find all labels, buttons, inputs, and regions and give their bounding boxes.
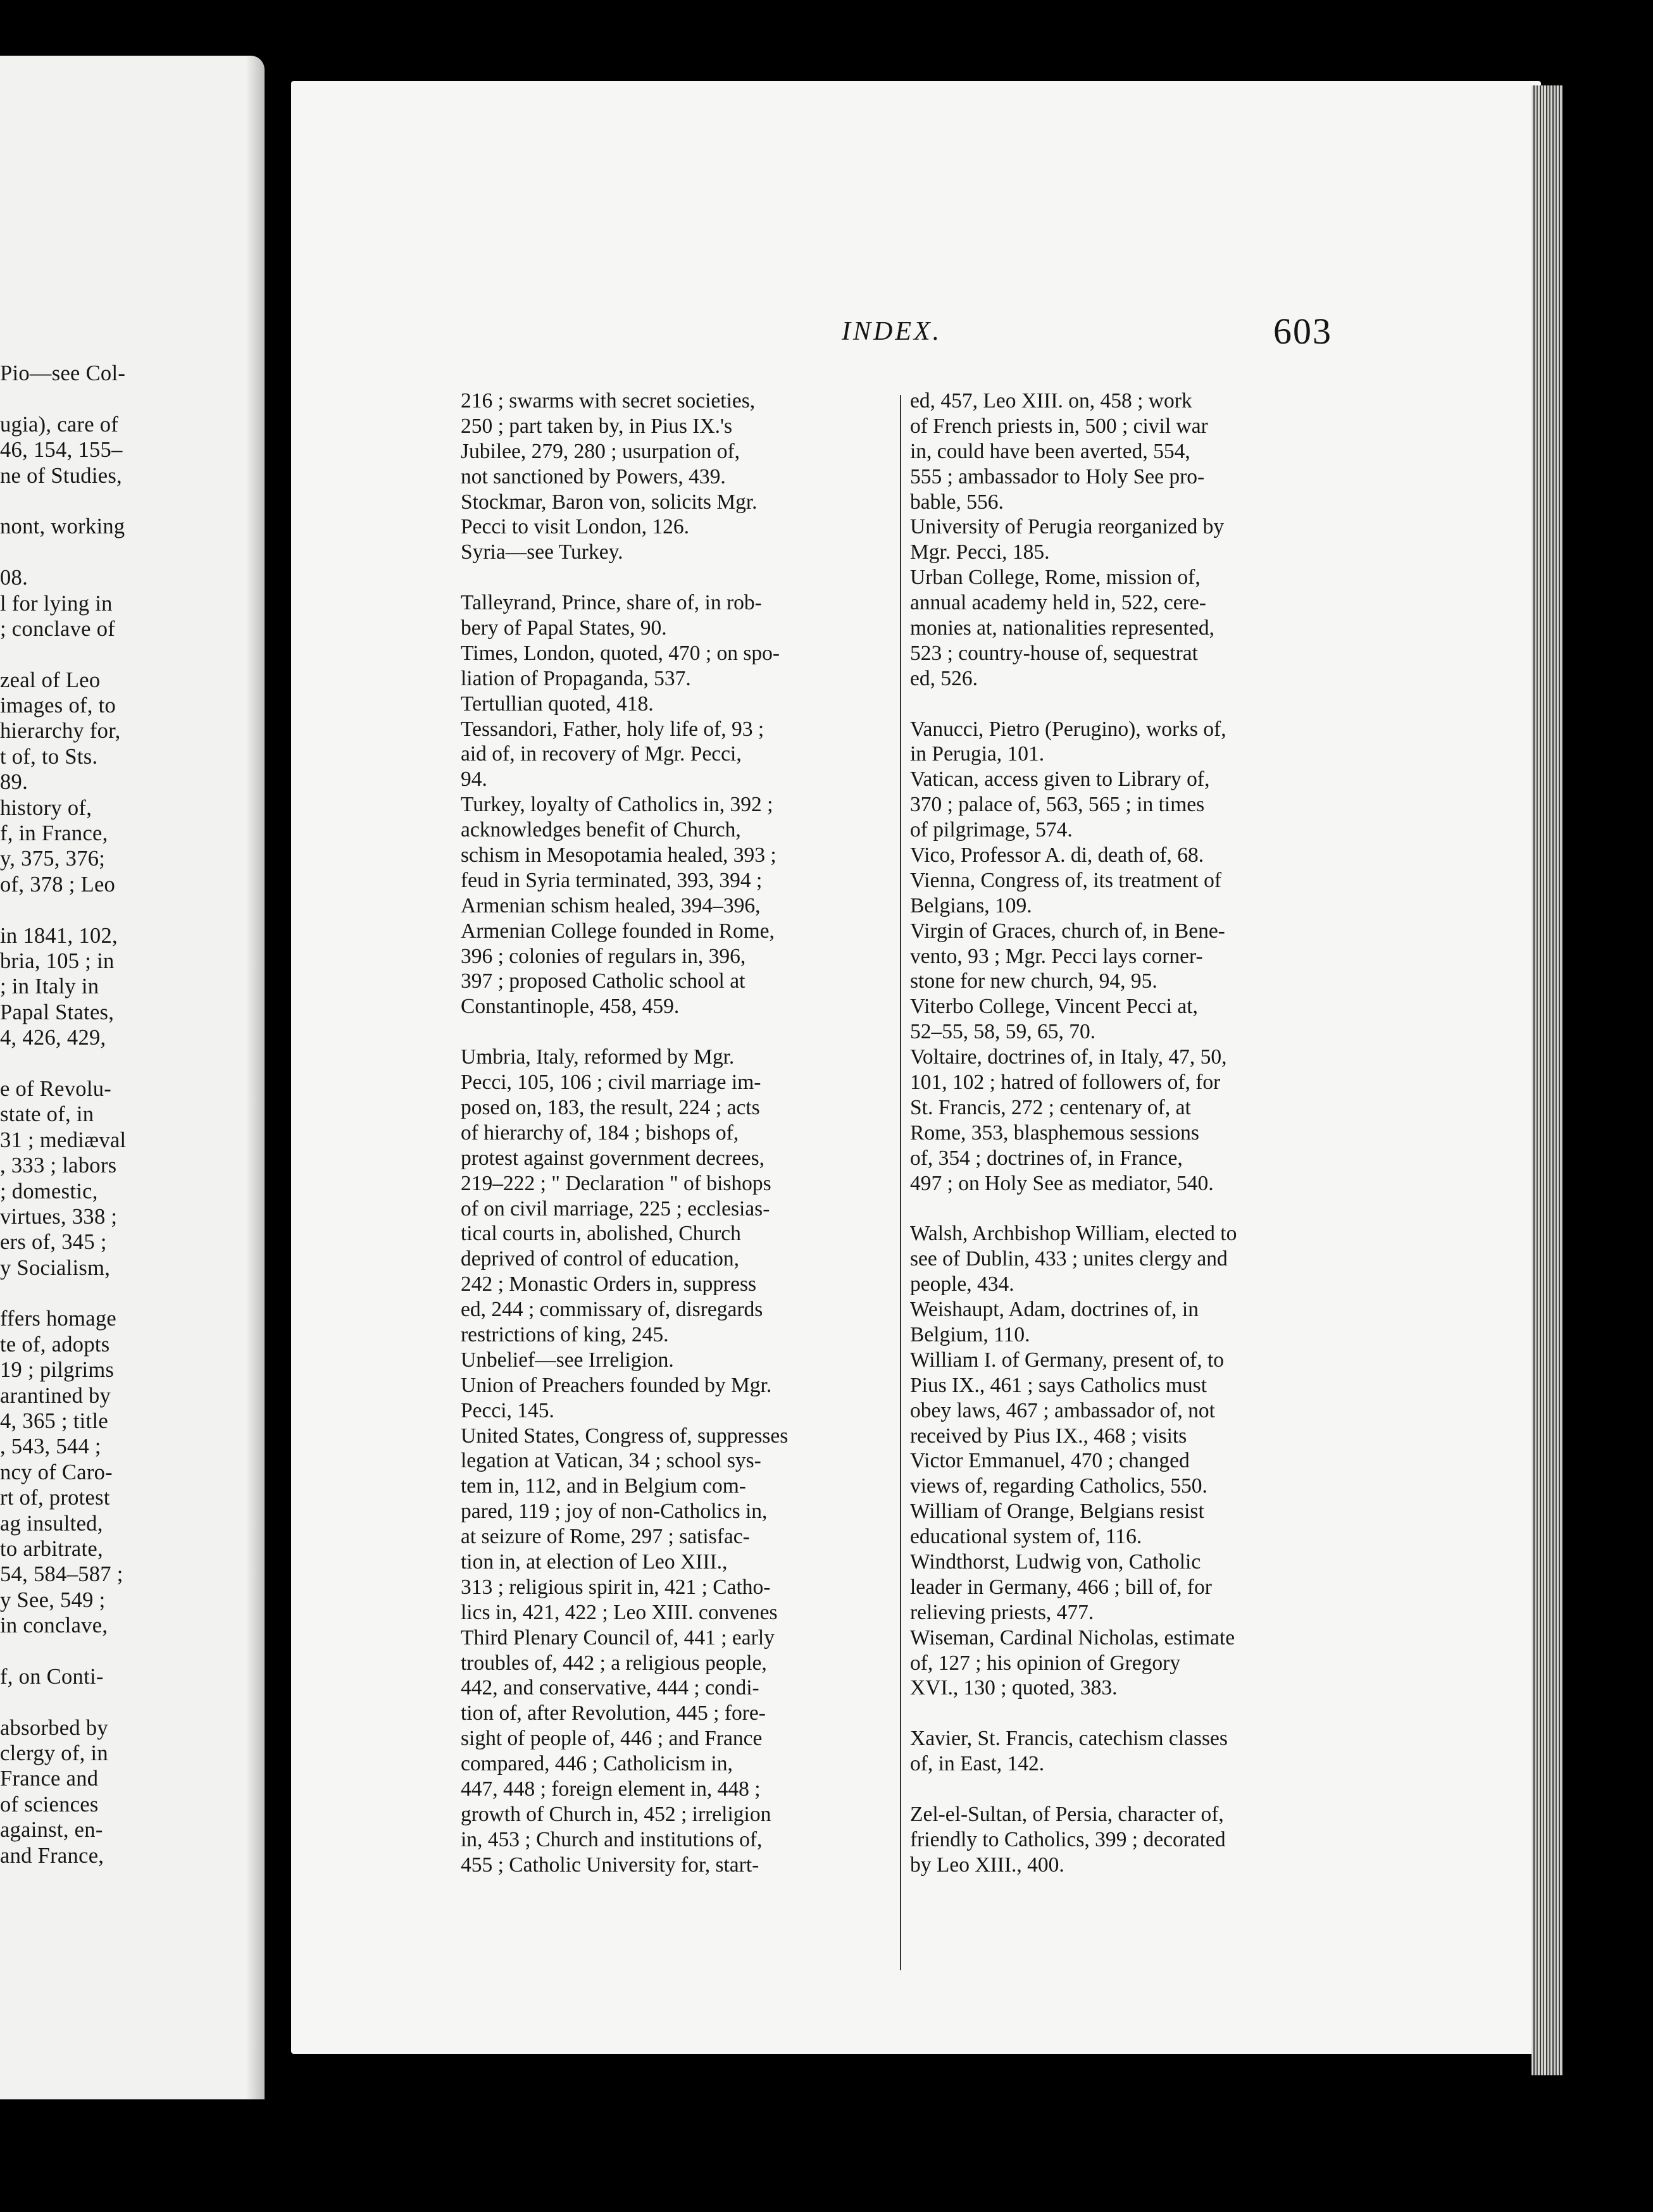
index-line: 370 ; palace of, 563, 565 ; in times bbox=[910, 793, 1205, 817]
index-line: aid of, in recovery of Mgr. Pecci, bbox=[461, 742, 742, 766]
index-line: Virgin of Graces, church of, in Bene- bbox=[910, 919, 1225, 943]
index-line: see of Dublin, 433 ; unites clergy and bbox=[910, 1247, 1228, 1271]
index-line bbox=[461, 565, 897, 590]
left-page-line bbox=[0, 1051, 265, 1076]
index-line: restrictions of king, 245. bbox=[461, 1322, 669, 1346]
index-line: 497 ; on Holy See as mediator, 540. bbox=[910, 1171, 1214, 1195]
index-line bbox=[461, 1019, 897, 1045]
left-page bbox=[0, 56, 265, 2099]
index-line: of, 127 ; his opinion of Gregory bbox=[910, 1651, 1181, 1675]
index-line: obey laws, 467 ; ambassador of, not bbox=[910, 1398, 1215, 1422]
left-page-line: 4, 365 ; title bbox=[0, 1409, 108, 1434]
index-line: leader in Germany, 466 ; bill of, for bbox=[910, 1575, 1212, 1599]
left-page-line: of, 378 ; Leo bbox=[0, 872, 116, 897]
left-page-line: virtues, 338 ; bbox=[0, 1204, 118, 1229]
index-line: Xavier, St. Francis, catechism classes bbox=[910, 1727, 1228, 1751]
index-line: bery of Papal States, 90. bbox=[461, 616, 667, 640]
index-line: Armenian schism healed, 394–396, bbox=[461, 893, 761, 917]
index-line: Viterbo College, Vincent Pecci at, bbox=[910, 995, 1198, 1019]
right-page bbox=[291, 81, 1541, 2054]
index-line: posed on, 183, the result, 224 ; acts bbox=[461, 1095, 760, 1119]
index-line: Rome, 353, blasphemous sessions bbox=[910, 1121, 1199, 1145]
index-line: Jubilee, 279, 280 ; usurpation of, bbox=[461, 439, 740, 463]
index-line: Weishaupt, Adam, doctrines of, in bbox=[910, 1298, 1199, 1322]
left-page-line: state of, in bbox=[0, 1102, 94, 1127]
index-line: 397 ; proposed Catholic school at bbox=[461, 969, 745, 993]
left-page-line bbox=[0, 642, 265, 667]
index-line: relieving priests, 477. bbox=[910, 1600, 1094, 1624]
index-line: 447, 448 ; foreign element in, 448 ; bbox=[461, 1777, 761, 1801]
index-line: Syria—see Turkey. bbox=[461, 540, 623, 564]
left-page-line: 54, 584–587 ; bbox=[0, 1562, 123, 1587]
index-line: Urban College, Rome, mission of, bbox=[910, 566, 1201, 590]
index-line: in, could have been averted, 554, bbox=[910, 439, 1190, 463]
left-page-line: absorbed by bbox=[0, 1715, 108, 1740]
index-line: Mgr. Pecci, 185. bbox=[910, 540, 1050, 564]
index-line: 442, and conservative, 444 ; condi- bbox=[461, 1676, 759, 1700]
index-line: of, in East, 142. bbox=[910, 1752, 1045, 1776]
index-line: deprived of control of education, bbox=[461, 1247, 739, 1271]
index-line: Vanucci, Pietro (Perugino), works of, bbox=[910, 717, 1226, 741]
index-line: compared, 446 ; Catholicism in, bbox=[461, 1752, 733, 1776]
left-page-line bbox=[0, 386, 265, 411]
index-line: Turkey, loyalty of Catholics in, 392 ; bbox=[461, 793, 773, 817]
index-line: of, 354 ; doctrines of, in France, bbox=[910, 1146, 1183, 1170]
left-page-line: ; in Italy in bbox=[0, 974, 99, 999]
index-line: Tessandori, Father, holy life of, 93 ; bbox=[461, 717, 764, 741]
index-line: Vatican, access given to Library of, bbox=[910, 767, 1210, 792]
left-page-line: f, on Conti- bbox=[0, 1664, 104, 1689]
index-line: Umbria, Italy, reformed by Mgr. bbox=[461, 1045, 735, 1069]
index-line: Pecci, 145. bbox=[461, 1398, 554, 1422]
index-line: ed, 457, Leo XIII. on, 458 ; work bbox=[910, 389, 1192, 413]
page-gutter-shadow bbox=[246, 56, 265, 2099]
left-page-line: France and bbox=[0, 1767, 99, 1791]
index-line: in Perugia, 101. bbox=[910, 742, 1045, 766]
index-line: United States, Congress of, suppresses bbox=[461, 1424, 789, 1448]
index-line: by Leo XIII., 400. bbox=[910, 1853, 1064, 1877]
left-page-line: l for lying in bbox=[0, 591, 113, 616]
left-page-line bbox=[0, 1689, 265, 1715]
index-line: liation of Propaganda, 537. bbox=[461, 666, 691, 690]
left-page-line: clergy of, in bbox=[0, 1741, 108, 1766]
index-line: Pecci, 105, 106 ; civil marriage im- bbox=[461, 1071, 761, 1095]
index-line bbox=[910, 1777, 1347, 1802]
left-page-line: t of, to Sts. bbox=[0, 744, 98, 769]
left-page-line: y See, 549 ; bbox=[0, 1588, 106, 1612]
index-line: Times, London, quoted, 470 ; on spo- bbox=[461, 641, 780, 665]
left-page-line bbox=[0, 897, 265, 923]
left-page-line: 08. bbox=[0, 566, 28, 590]
left-page-line: 89. bbox=[0, 770, 28, 795]
index-line: 52–55, 58, 59, 65, 70. bbox=[910, 1020, 1096, 1044]
index-line: lics in, 421, 422 ; Leo XIII. convenes bbox=[461, 1600, 778, 1624]
index-line: Vienna, Congress of, its treatment of bbox=[910, 868, 1221, 892]
left-page-line: arantined by bbox=[0, 1383, 111, 1408]
index-line: stone for new church, 94, 95. bbox=[910, 969, 1157, 993]
index-line: ed, 526. bbox=[910, 666, 978, 690]
index-line: 94. bbox=[461, 767, 487, 792]
index-column-left bbox=[461, 388, 897, 1878]
index-line: 555 ; ambassador to Holy See pro- bbox=[910, 464, 1205, 488]
index-line: Constantinople, 458, 459. bbox=[461, 995, 680, 1019]
index-line: feud in Syria terminated, 393, 394 ; bbox=[461, 868, 763, 892]
left-page-line: ne of Studies, bbox=[0, 463, 122, 488]
index-line: tion in, at election of Leo XIII., bbox=[461, 1550, 728, 1574]
index-line: 396 ; colonies of regulars in, 396, bbox=[461, 944, 746, 968]
index-line: not sanctioned by Powers, 439. bbox=[461, 464, 726, 488]
index-line: troubles of, 442 ; a religious people, bbox=[461, 1651, 767, 1675]
left-page-line: y, 375, 376; bbox=[0, 847, 106, 871]
left-page-line: hierarchy for, bbox=[0, 719, 121, 743]
index-line: ed, 244 ; commissary of, disregards bbox=[461, 1298, 763, 1322]
index-line: 455 ; Catholic University for, start- bbox=[461, 1853, 759, 1877]
index-line: acknowledges benefit of Church, bbox=[461, 818, 741, 842]
left-page-line: Pio—see Col- bbox=[0, 361, 126, 385]
index-line: annual academy held in, 522, cere- bbox=[910, 591, 1206, 615]
index-line: vento, 93 ; Mgr. Pecci lays corner- bbox=[910, 944, 1203, 968]
left-page-line: history of, bbox=[0, 795, 92, 820]
index-line: at seizure of Rome, 297 ; satisfac- bbox=[461, 1525, 750, 1549]
index-line: tical courts in, abolished, Church bbox=[461, 1222, 741, 1246]
index-line: sight of people of, 446 ; and France bbox=[461, 1727, 763, 1751]
index-line: 250 ; part taken by, in Pius IX.'s bbox=[461, 414, 733, 438]
index-line: Pius IX., 461 ; says Catholics must bbox=[910, 1373, 1207, 1397]
index-line: Zel-el-Sultan, of Persia, character of, bbox=[910, 1802, 1224, 1826]
left-page-line: rt of, protest bbox=[0, 1486, 110, 1510]
index-line: XVI., 130 ; quoted, 383. bbox=[910, 1676, 1118, 1700]
index-line: tem in, 112, and in Belgium com- bbox=[461, 1474, 746, 1498]
running-header: INDEX. bbox=[842, 317, 942, 346]
index-line: schism in Mesopotamia healed, 393 ; bbox=[461, 843, 777, 867]
left-page-line: and France, bbox=[0, 1843, 104, 1868]
index-line: Armenian College founded in Rome, bbox=[461, 919, 775, 943]
left-page-line bbox=[0, 1281, 265, 1306]
index-line: William I. of Germany, present of, to bbox=[910, 1348, 1225, 1372]
page-number: 603 bbox=[1273, 311, 1332, 352]
left-page-line: Papal States, bbox=[0, 1000, 115, 1024]
index-line: tion of, after Revolution, 445 ; fore- bbox=[461, 1701, 766, 1725]
left-page-line: ; domestic, bbox=[0, 1179, 98, 1203]
left-page-line: in conclave, bbox=[0, 1613, 108, 1638]
left-page-line: 31 ; mediæval bbox=[0, 1128, 127, 1152]
index-line: Third Plenary Council of, 441 ; early bbox=[461, 1625, 775, 1650]
index-line: 216 ; swarms with secret societies, bbox=[461, 389, 756, 413]
index-line bbox=[910, 1196, 1347, 1222]
left-page-line: , 333 ; labors bbox=[0, 1153, 117, 1178]
index-line: views of, regarding Catholics, 550. bbox=[910, 1474, 1207, 1498]
left-page-line: ; conclave of bbox=[0, 616, 116, 641]
index-line: Stockmar, Baron von, solicits Mgr. bbox=[461, 490, 758, 514]
index-line: of pilgrimage, 574. bbox=[910, 818, 1073, 842]
index-line: 101, 102 ; hatred of followers of, for bbox=[910, 1071, 1221, 1095]
index-line: legation at Vatican, 34 ; school sys- bbox=[461, 1449, 761, 1473]
left-page-line: images of, to bbox=[0, 693, 116, 718]
left-page-line: of sciences bbox=[0, 1792, 99, 1817]
index-line: 219–222 ; " Declaration " of bishops bbox=[461, 1171, 771, 1195]
index-line: 313 ; religious spirit in, 421 ; Catho- bbox=[461, 1575, 771, 1599]
left-page-line: bria, 105 ; in bbox=[0, 948, 115, 973]
index-line: Windthorst, Ludwig von, Catholic bbox=[910, 1550, 1201, 1574]
left-page-line: ffers homage bbox=[0, 1307, 117, 1331]
index-line: St. Francis, 272 ; centenary of, at bbox=[910, 1095, 1191, 1119]
index-line: educational system of, 116. bbox=[910, 1525, 1142, 1549]
left-page-line: 4, 426, 429, bbox=[0, 1026, 106, 1050]
left-page-line: f, in France, bbox=[0, 821, 108, 846]
left-page-line: zeal of Leo bbox=[0, 668, 101, 692]
index-line: protest against government decrees, bbox=[461, 1146, 764, 1170]
left-page-line: ugia), care of bbox=[0, 412, 119, 437]
index-line: in, 453 ; Church and institutions of, bbox=[461, 1827, 763, 1851]
index-line: Pecci to visit London, 126. bbox=[461, 515, 690, 539]
index-line: people, 434. bbox=[910, 1272, 1014, 1296]
index-line: Vico, Professor A. di, death of, 68. bbox=[910, 843, 1204, 867]
index-line: William of Orange, Belgians resist bbox=[910, 1500, 1204, 1524]
index-line: monies at, nationalities represented, bbox=[910, 616, 1214, 640]
left-page-line: y Socialism, bbox=[0, 1255, 111, 1280]
index-column-right bbox=[910, 388, 1347, 1878]
index-line: Wiseman, Cardinal Nicholas, estimate bbox=[910, 1625, 1235, 1650]
index-line: Unbelief—see Irreligion. bbox=[461, 1348, 674, 1372]
index-line: Belgium, 110. bbox=[910, 1322, 1030, 1346]
left-page-line: , 543, 544 ; bbox=[0, 1434, 101, 1459]
left-page-line bbox=[0, 540, 265, 565]
index-line: of hierarchy of, 184 ; bishops of, bbox=[461, 1121, 739, 1145]
index-line: Tertullian quoted, 418. bbox=[461, 692, 654, 716]
index-line: University of Perugia reorganized by bbox=[910, 515, 1225, 539]
index-line bbox=[910, 1701, 1347, 1726]
left-page-line: te of, adopts bbox=[0, 1332, 110, 1357]
index-line: friendly to Catholics, 399 ; decorated bbox=[910, 1827, 1226, 1851]
index-line: Voltaire, doctrines of, in Italy, 47, 50, bbox=[910, 1045, 1227, 1069]
index-line: pared, 119 ; joy of non-Catholics in, bbox=[461, 1500, 768, 1524]
index-line: Talleyrand, Prince, share of, in rob- bbox=[461, 591, 762, 615]
index-line: bable, 556. bbox=[910, 490, 1004, 514]
index-line: Belgians, 109. bbox=[910, 893, 1032, 917]
left-page-line bbox=[0, 488, 265, 514]
left-page-line: nont, working bbox=[0, 514, 125, 539]
index-line bbox=[910, 692, 1347, 717]
index-line: Walsh, Archbishop William, elected to bbox=[910, 1222, 1237, 1246]
index-line: Union of Preachers founded by Mgr. bbox=[461, 1373, 772, 1397]
index-line: of on civil marriage, 225 ; ecclesias- bbox=[461, 1196, 770, 1221]
left-page-line bbox=[0, 1639, 265, 1664]
index-line: Victor Emmanuel, 470 ; changed bbox=[910, 1449, 1190, 1473]
left-page-line: in 1841, 102, bbox=[0, 923, 118, 948]
left-page-line: to arbitrate, bbox=[0, 1536, 103, 1561]
left-page-line: ncy of Caro- bbox=[0, 1460, 113, 1484]
index-line: growth of Church in, 452 ; irreligion bbox=[461, 1802, 771, 1826]
index-line: 242 ; Monastic Orders in, suppress bbox=[461, 1272, 757, 1296]
index-line: received by Pius IX., 468 ; visits bbox=[910, 1424, 1187, 1448]
left-page-line: ers of, 345 ; bbox=[0, 1230, 107, 1255]
left-page-line: e of Revolu- bbox=[0, 1076, 112, 1101]
index-line: 523 ; country-house of, sequestrat bbox=[910, 641, 1198, 665]
left-page-line: 46, 154, 155– bbox=[0, 438, 123, 463]
page-edges bbox=[1531, 85, 1563, 2075]
column-divider bbox=[900, 395, 901, 1970]
left-page-line: 19 ; pilgrims bbox=[0, 1358, 115, 1382]
left-page-line: ag insulted, bbox=[0, 1511, 103, 1536]
left-page-line: against, en- bbox=[0, 1818, 103, 1842]
left-page-text bbox=[0, 361, 265, 1868]
index-line: of French priests in, 500 ; civil war bbox=[910, 414, 1208, 438]
